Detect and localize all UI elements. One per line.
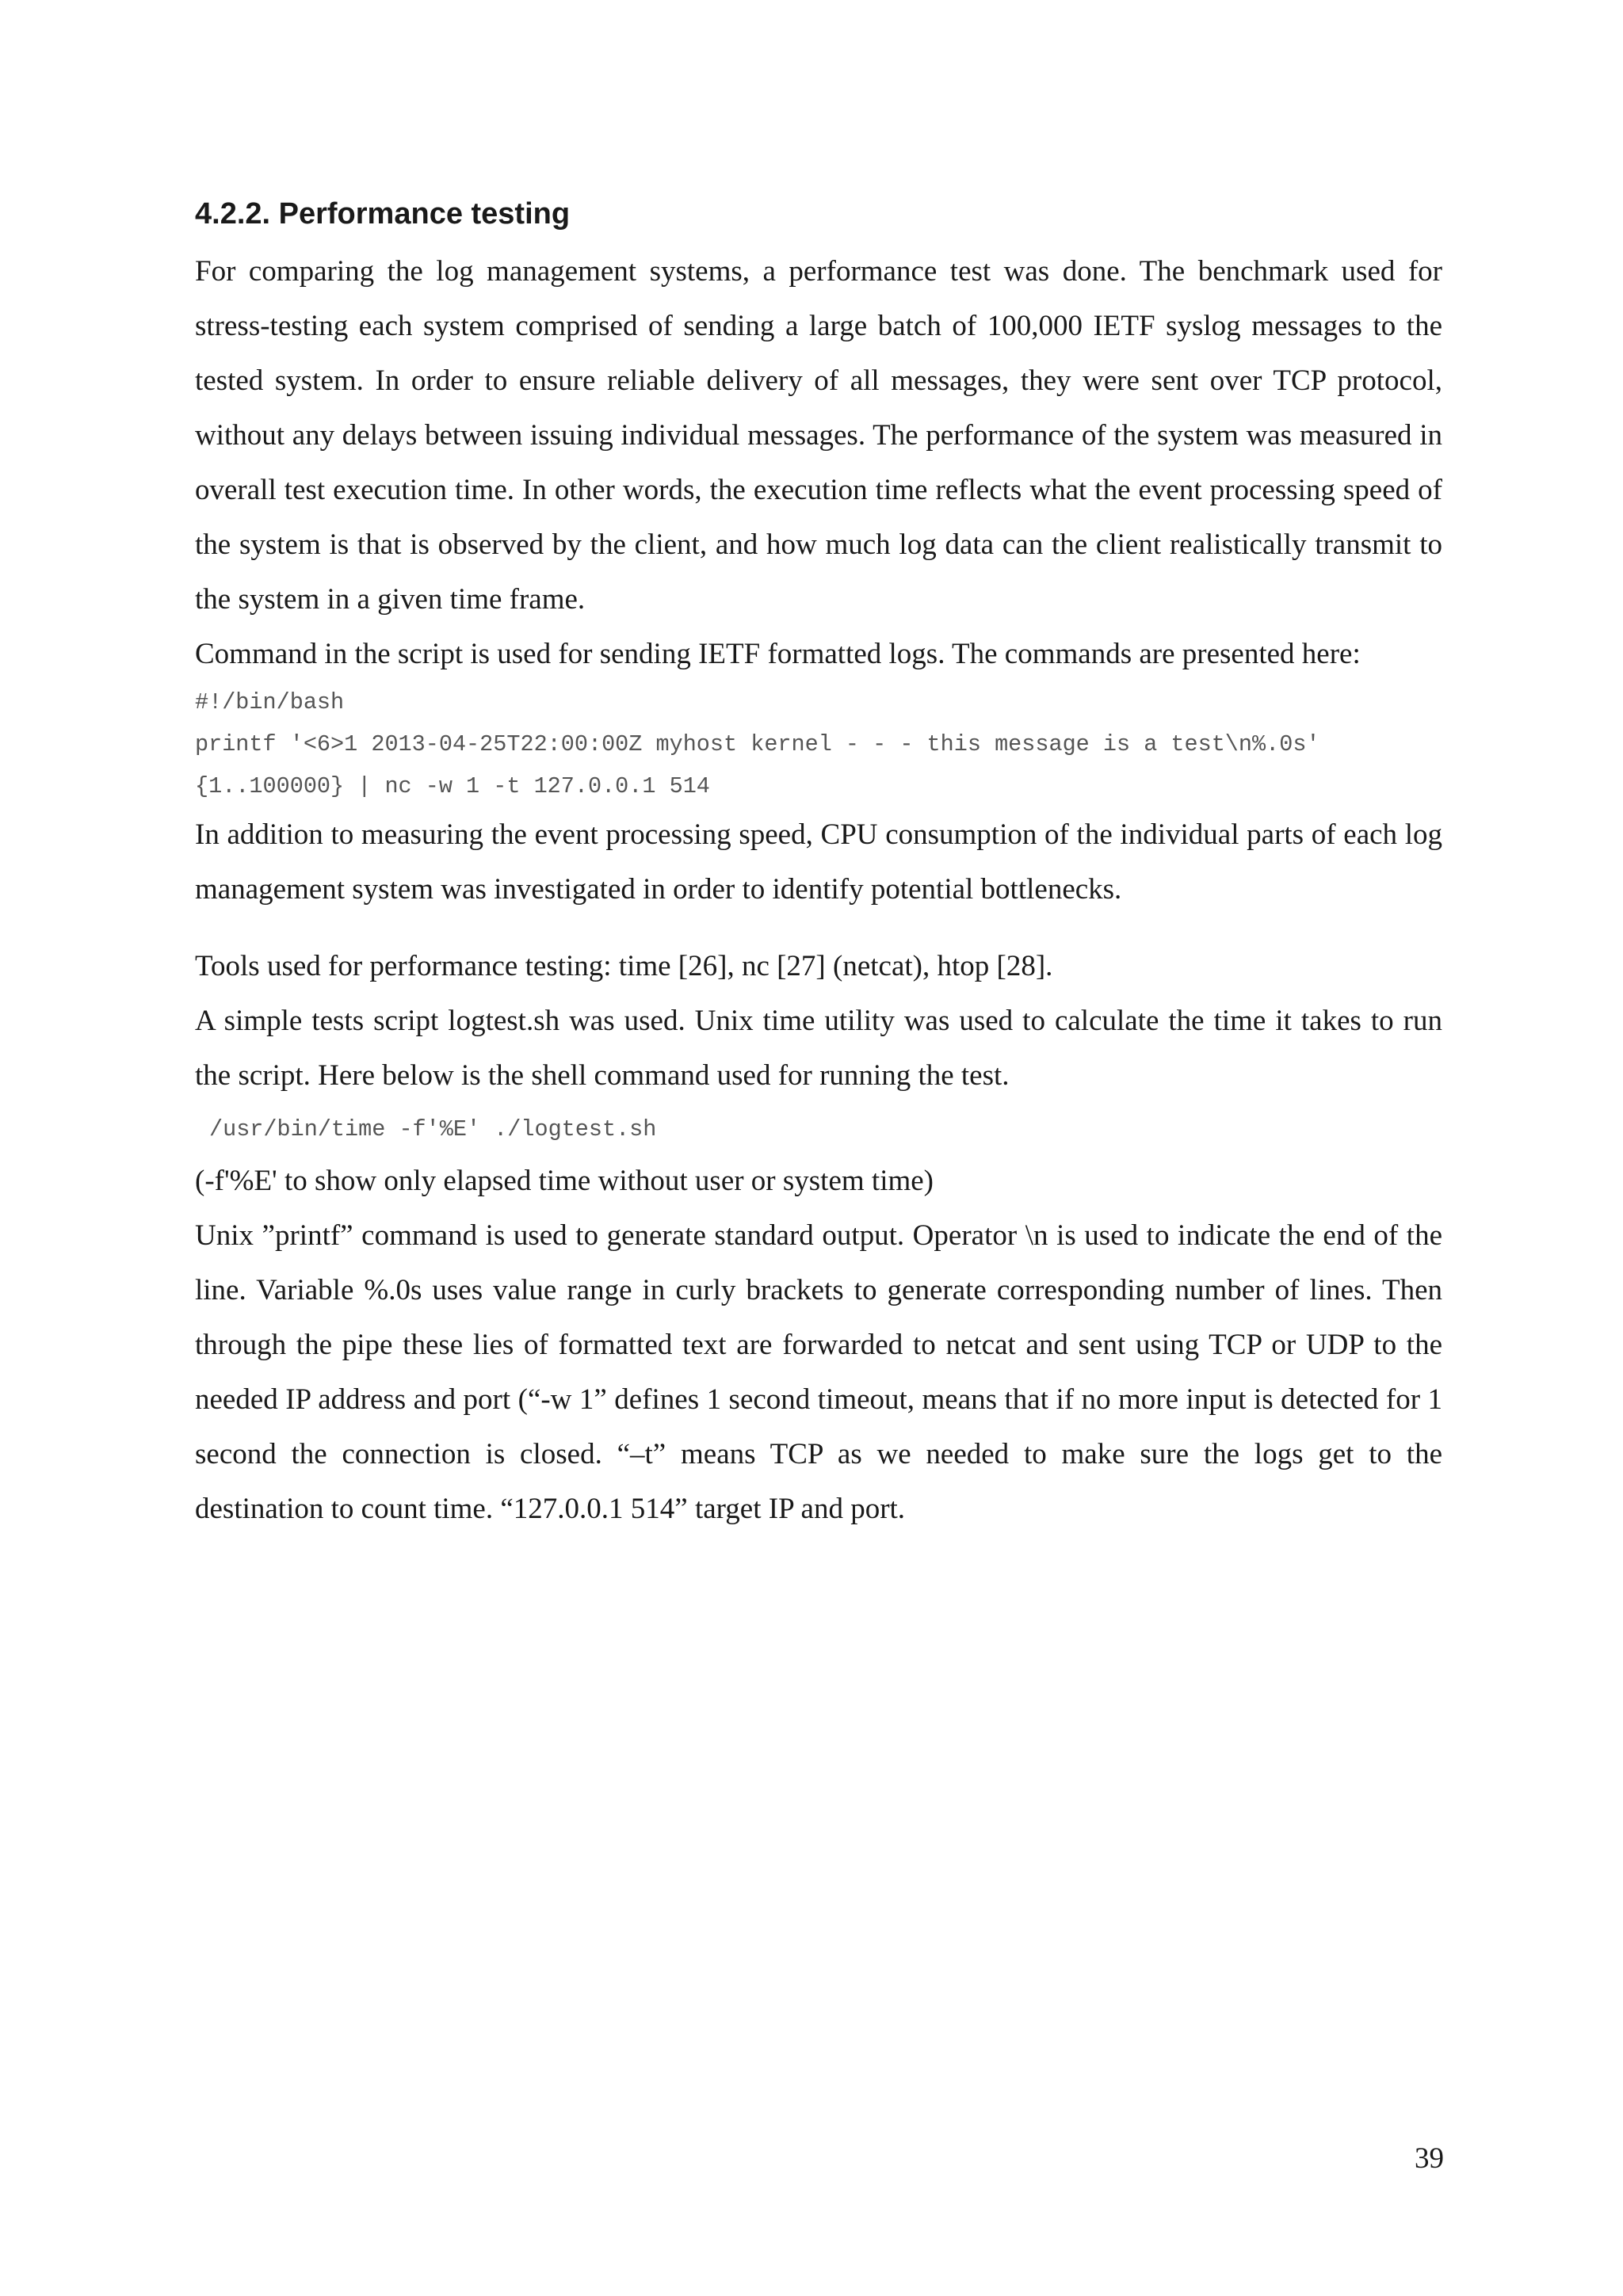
code-block-script <box>195 681 1442 807</box>
code-line: {1..100000} | nc -w 1 -t 127.0.0.1 514 <box>195 773 710 799</box>
paragraph-time-note: (-f'%E' to show only elapsed time without user or system time) <box>195 1165 934 1197</box>
paragraph-commands-intro: Command in the script is used for sending IETF formatted logs. The commands are presented here: <box>195 638 1361 670</box>
page-body <box>195 190 1442 1536</box>
code-block-time-command: /usr/bin/time -f'%E' ./logtest.sh <box>209 1116 657 1142</box>
paragraph-intro: For comparing the log management systems, a performance test was done. The benchmark used for stress-testing each system comprised of sending a large batch of 100,000 IETF syslog messages to the tested system. In order to ensure reliable delivery of all messages, they were sent over TCP protocol, without any delays between issuing individual messages. The performance of the system was measured in overall test execution time. In other words, the execution time reflects what the event processing speed of the system is that is observed by the client, and how much log data can the client realistically transmit to the system in a given time frame. <box>195 255 1442 616</box>
section-heading: 4.2.2. Performance testing <box>195 197 571 231</box>
paragraph-spacer <box>195 917 1442 939</box>
code-line: printf '<6>1 2013-04-25T22:00:00Z myhost kernel - - - this message is a test\n%.0s' <box>195 731 1320 757</box>
paragraph-script: A simple tests script logtest.sh was used. Unix time utility was used to calculate the time it takes to run the script. Here below is the shell command used for running the test. <box>195 1005 1442 1092</box>
paragraph-printf-explanation: Unix ”printf” command is used to generate standard output. Operator \n is used to indicate the end of the line. Variable %.0s uses value range in curly brackets to generate corresponding number of lines. Then through the pipe these lies of formatted text are forwarded to netcat and sent using TCP or UDP to the needed IP address and port (“-w 1” defines 1 second timeout, means that if no more input is detected for 1 second the connection is closed. “–t” means TCP as we needed to make sure the logs get to the destination to count time. “127.0.0.1 514” target IP and port. <box>195 1219 1442 1525</box>
code-line: #!/bin/bash <box>195 689 345 715</box>
paragraph-cpu: In addition to measuring the event processing speed, CPU consumption of the individual parts of each log management system was investigated in order to identify potential bottlenecks. <box>195 818 1442 906</box>
page-number: 39 <box>1415 2142 1444 2175</box>
paragraph-tools: Tools used for performance testing: time [26], nc [27] (netcat), htop [28]. <box>195 950 1053 982</box>
